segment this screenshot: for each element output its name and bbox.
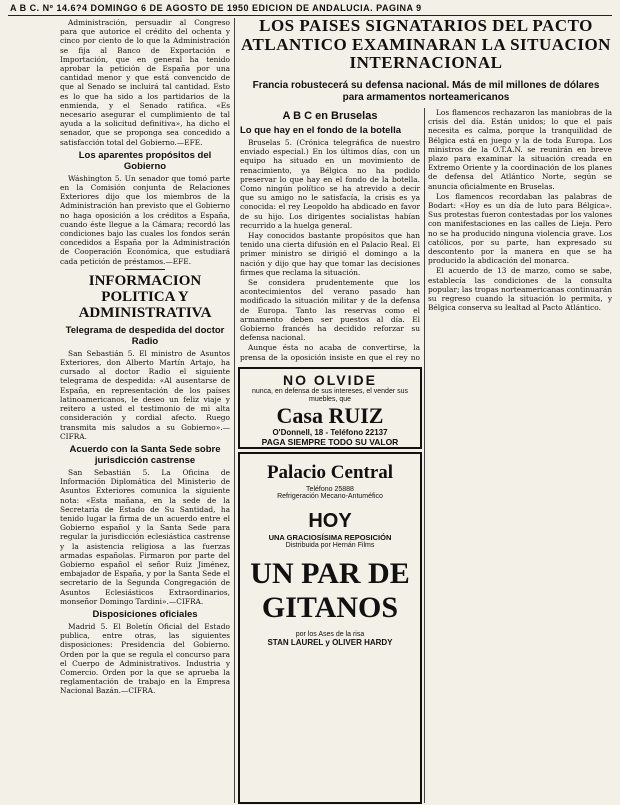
heading-disposiciones: Disposiciones oficiales (92, 608, 198, 620)
byline: A B C en Bruselas (282, 110, 378, 122)
paragraph-radio: San Sebastián 5. El ministro de Asuntos Exteriores, don Alberto Martín Artajo, ha cursado al doctor Radio el siguiente telegrama de despedida: «Al ausentarse de España, en representación de los países latinoamericanos, le deseo un feliz viaje y reitero a usted el testimonio de mi alta consideración y cordial afecto. Ruego transmita mis saludos a su Gobierno».—CIFRA. (60, 348, 230, 441)
article-column-b (428, 108, 612, 803)
ad2-promo: UNA GRACIOSÍSIMA REPOSICIÓN (268, 533, 392, 542)
article-column-a (240, 108, 420, 363)
ad1-title: NO OLVIDE (283, 372, 377, 388)
ad2-phone: Teléfono 25888 (306, 486, 354, 493)
left-column (60, 18, 230, 803)
ad1-line: nunca, en defensa de sus intereses, el vender sus muebles, que (251, 388, 409, 403)
ad1-name: Casa RUIZ (276, 403, 384, 428)
ad2-today: HOY (308, 510, 352, 532)
paragraph-disposiciones: Madrid 5. El Boletín Oficial del Estado publica, entre otras, las siguientes disposiciones: Presidencia del Gobierno. Orden por la que se regula el concurso para el Cuerpo de Administrativos. Industria y Comercio. Orden por la que se aprueba la reglamentación de trabajo en la Empresa Nacional Bazán.—CIFRA. (60, 621, 230, 696)
divider (125, 269, 165, 270)
palacio-central-ad (238, 452, 422, 804)
ad2-sub: Refrigeración Mecano-Antuméfico (277, 493, 383, 500)
paragraph-b1: Los flamencos rechazaron las maniobras de la crisis del día. Están unidos; lo que el país necesita es calma, porque la tranquilidad de Bélgica está en juego y la de toda Europa. Los ministros de la O.T.A.N. se reunirán en breve plazo para examinar la situación creada en Extremo Oriente y la coordinación de los planes de defensa del Atlántico Norte, según se anuncia oficialmente en Bruselas. (428, 108, 612, 191)
heading-radio: Telegrama de despedida del doctor Radio (65, 324, 225, 347)
ad2-dist: Distribuida por Hernán Films (285, 542, 375, 549)
ad1-address: O'Donnell, 18 - Teléfono 22137 (272, 428, 388, 437)
ad2-title: Palacio Central (266, 462, 394, 483)
main-headline: LOS PAISES SIGNATARIOS DEL PACTO ATLANTICO EXAMINARAN LA SITUACION INTERNACIONAL (241, 16, 611, 72)
column-rule (234, 18, 235, 803)
paragraph-santa-sede: San Sebastián 5. La Oficina de Información Diplomática del Ministerio de Asuntos Exteriores comunica la siguiente nota: «Esta mañana, en la sede de la Secretaría de Estado de Su Santidad, ha tenido lugar la firma de un acuerdo entre el Gobierno español y la Santa Sede para regular la jurisdicción eclesiástica castrense y la asistencia religiosa a las fuerzas armadas españolas. Firmaron por parte del Gobierno español el señor Ruiz Jiménez, embajador de España, y por la Santa Sede el secretario de la Segunda Congregación de Asuntos Eclesiásticos Extraordinarios, monseñor Domingo Tardini».—CIFRA. (60, 467, 230, 606)
paragraph-b3: El acuerdo de 13 de marzo, como se sabe, establecía las condiciones de la consulta popular; las tropas norteamericanas continuarán su regreso cuando la situación lo permita, y Bélgica conserva su lealtad al Pacto Atlántico. (428, 266, 612, 313)
page-header: A B C. Nº 14.6?4 DOMINGO 6 DE AGOSTO DE 1950 EDICION DE ANDALUCIA. PAGINA 9 (10, 3, 422, 13)
heading-santa-sede: Acuerdo con la Santa Sede sobre jurisdicción castrense (69, 443, 221, 466)
paragraph-b2: Los flamencos recordaban las palabras de Bodart: «Hoy es un día de luto para Bélgica». Sus protestas fueron contestadas por los valones con manifestaciones en las calles de Lieja. Pero no se ha producido ninguna violencia grave. Los católicos, por su parte, han expresado su descontento por la manera en que se ha producido la abdicación del monarca. (428, 191, 612, 266)
paragraph-a2: Hay conocidos bastante propósitos que han tenido una cierta difusión en el Palacio Real. El primer ministro se dirigió el domingo a la nación y dijo que hay que tomar las decisiones firmes que reclama la situación. (240, 231, 420, 277)
ad1-slogan: PAGA SIEMPRE TODO SU VALOR (261, 437, 399, 447)
paragraph-gobierno: Wáshington 5. Un senador que tomó parte en la Comisión conjunta de Relaciones Exteriores dijo que los miembros de la Administración han previsto que el Gobierno no haga oposición a los créditos a España, cuando éste llegue a la Cámara; recordó las condiciones bajo las cuales los fondos serán concedidos a España por la Administración de Cooperación Económica, que estudiará cada petición de préstamos.—EFE. (60, 173, 230, 266)
ad2-film-line1: UN PAR DE (250, 557, 410, 590)
ad2-by: por los Ases de la risa (295, 631, 365, 638)
paragraph-a4: Aunque ésta no acaba de convertirse, la prensa de la oposición insiste en que el rey no (240, 343, 420, 362)
casa-ruiz-ad (238, 367, 422, 449)
ad2-film-line2: GITANOS (261, 591, 399, 624)
column-rule-2 (424, 108, 425, 803)
heading-botella: Lo que hay en el fondo de la botella (240, 125, 401, 136)
intro-paragraph: Administración, persuadir al Congreso para que autorice el crédito del ochenta y cinco por ciento de lo que la Administración se fija al Banco de Exportación e Importación, que en general ha tenido aprobar la petición de España por una cantidad menor y que está convencido de que al Senado se incluirá tal cantidad. Esto es lo que ha sido a los partidarios de la enmienda, y el Senado ratifica. «Es necesario asegurar el cumplimiento de tal ayuda a la solicitud definitiva», ha dicho el senador, que se proponga sea concedido a satisfacción total del Gobierno.—EFE. (60, 18, 230, 147)
section-heading: INFORMACION POLITICA Y ADMINISTRATIVA (78, 272, 212, 321)
paragraph-a3: Se considera prudentemente que los acontecimientos del verano pasado han modificado la situación militar y de la defensa de Europa. Tanto las reservas como el armamento deben ser puestos al día. El Gobierno francés ha decidido reforzar su defensa nacional. (240, 278, 420, 343)
main-subheadline: Francia robustecerá su defensa nacional. Más de mil millones de dólares para armamentos norteamericanos (252, 80, 600, 103)
paragraph-a1: Bruselas 5. (Crónica telegráfica de nuestro enviado especial.) En los últimos días, con un equipo ha situado en un movimiento de renacimiento, ya Bélgica no ha podido preservar lo que hay en el fondo de la botella. Como ningún político se ha atrevido a decir que su amigo no le satisfacía, la crisis es ya conocida: el rey Leopoldo ha abdicado en favor de su hijo. Los dirigentes socialistas habían recurrido a la huelga general. (240, 138, 420, 230)
heading-gobierno: Los aparentes propósitos del Gobierno (78, 149, 212, 172)
ad2-stars: STAN LAUREL y OLIVER HARDY (267, 638, 393, 647)
